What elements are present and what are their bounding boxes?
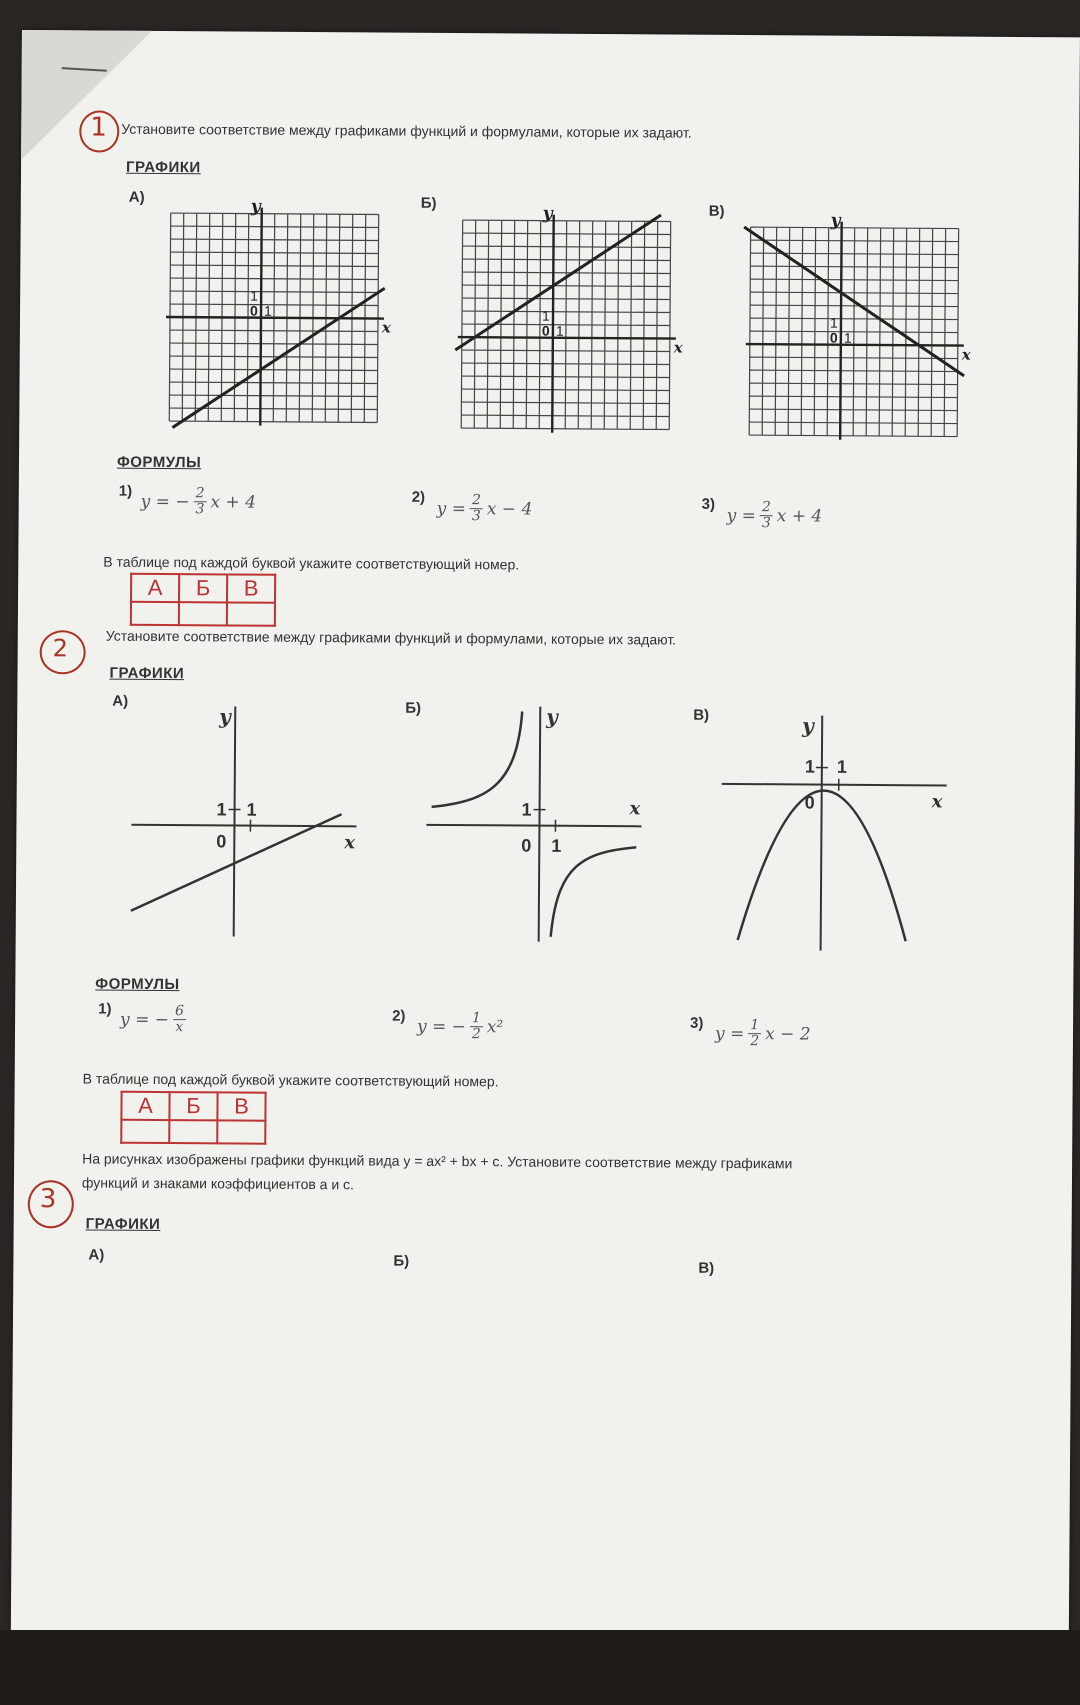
task1-instruction: Установите соответствие между графиками функций и формулами, которые их задают. <box>121 120 692 141</box>
task1-graph-a <box>147 196 391 425</box>
grid-line <box>461 402 669 403</box>
grid-line <box>170 278 378 279</box>
x-axis-label: x <box>673 338 683 357</box>
formula-rhs: x − 2 <box>765 1024 811 1045</box>
formula-rhs: x + 4 <box>210 492 257 513</box>
grid-line <box>750 292 958 293</box>
y-one-label: 1 <box>521 799 532 820</box>
x-axis <box>166 317 384 319</box>
formula-fraction <box>470 1011 483 1043</box>
task2-graph-v <box>716 710 958 962</box>
zero-label: 0 <box>804 792 815 813</box>
grid-line <box>750 305 958 306</box>
grid-line <box>750 357 958 358</box>
grid-line <box>749 422 957 423</box>
fraction-denominator: 2 <box>471 1026 481 1043</box>
answer-cell-a[interactable] <box>121 1120 169 1143</box>
formula-lhs: y = <box>714 1023 745 1044</box>
y-axis-label: y <box>546 704 558 729</box>
grid-line <box>462 298 670 299</box>
task3-graphs-header: ГРАФИКИ <box>85 1215 161 1233</box>
y-one-label: 1 <box>541 307 550 324</box>
task3-instruction-line1: На рисунках изображены графики функций вида y = ax² + bx + c. Установите соответствие между графиками <box>82 1150 793 1172</box>
task3-graph-label-v: В) <box>698 1259 715 1277</box>
task2-instruction: Установите соответствие между графиками функций и формулами, которые их задают. <box>105 627 677 648</box>
x-one-label: 1 <box>246 799 257 820</box>
formula-fraction <box>748 1018 761 1050</box>
task2-answer-table <box>120 1091 266 1145</box>
grid-line <box>463 220 671 221</box>
task3-graph-label-a: А) <box>88 1246 105 1264</box>
answer-header-v: В <box>217 1092 265 1120</box>
formula-rhs: x² <box>486 1017 504 1038</box>
task2-formula-1 <box>120 1004 186 1036</box>
worksheet-page <box>11 30 1080 1637</box>
grid-line <box>749 409 957 410</box>
grid-line <box>171 213 379 214</box>
task1-formula-1 <box>141 486 257 519</box>
grid-line <box>170 265 378 266</box>
task1-answer-table <box>130 573 276 627</box>
y-axis-label: y <box>250 196 261 217</box>
task3-graph-label-b: Б) <box>393 1252 410 1270</box>
formula-lhs: y = <box>726 505 756 527</box>
formula-lhs: y = − <box>416 1016 467 1038</box>
grid-line <box>750 370 958 371</box>
formula-rhs: x + 4 <box>776 506 823 527</box>
task2-formula-1-number: 1) <box>98 1000 112 1018</box>
grid-line <box>170 291 378 292</box>
y-axis <box>821 716 823 951</box>
answer-cell-b[interactable] <box>169 1120 217 1143</box>
formula-fraction <box>470 493 483 525</box>
grid-line <box>750 383 958 384</box>
zero-label: 0 <box>541 322 550 339</box>
x-axis <box>131 825 356 827</box>
y-axis <box>260 208 262 426</box>
x-one-label: 1 <box>836 756 847 777</box>
y-axis-label: y <box>219 704 231 729</box>
y-one-label: 1 <box>829 314 838 331</box>
grid-line <box>750 279 958 280</box>
task2-formula-2-number: 2) <box>392 1007 406 1025</box>
task1-graph-v <box>727 210 971 439</box>
task1-graphs-header: ГРАФИКИ <box>125 158 201 177</box>
fraction-numerator: 2 <box>760 500 773 516</box>
task2-formula-2 <box>417 1011 503 1043</box>
grid-line <box>751 227 959 228</box>
grid-line <box>463 246 671 247</box>
task1-formula-2-number: 2) <box>411 488 426 506</box>
formula-lhs: y = − <box>140 491 190 513</box>
task2-number: 2 <box>52 634 69 663</box>
x-one-label: 1 <box>551 835 562 856</box>
answer-header-b: Б <box>169 1092 217 1120</box>
answer-cell-a[interactable] <box>131 602 179 625</box>
x-axis-label: x <box>381 318 391 337</box>
grid-line <box>461 428 669 429</box>
task2-table-note: В таблице под каждой буквой укажите соответствующий номер. <box>82 1070 499 1090</box>
task2-formulas-header: ФОРМУЛЫ <box>95 975 180 994</box>
formula-lhs: y = <box>436 498 467 520</box>
grid-line <box>750 266 958 267</box>
x-axis-label: x <box>344 832 356 854</box>
x-axis-label: x <box>629 798 641 820</box>
answer-header-a: А <box>131 574 179 602</box>
task2-graph-a <box>126 701 368 943</box>
hyperbola-branch-right <box>551 847 637 938</box>
task1-graph-b <box>439 203 683 432</box>
answer-header-b: Б <box>179 574 227 602</box>
grid-line <box>749 435 957 436</box>
task1-formula-1-number: 1) <box>118 482 133 500</box>
grid-line <box>462 376 670 377</box>
formula-fraction <box>173 1004 186 1036</box>
grid-line <box>171 239 379 240</box>
grid-line <box>170 343 378 344</box>
y-axis <box>552 215 554 433</box>
grid-line <box>750 318 958 319</box>
x-one-label: 1 <box>843 329 852 346</box>
task2-graph-label-b: Б) <box>405 699 422 717</box>
answer-cell-v[interactable] <box>227 602 275 625</box>
grid-line <box>169 395 377 396</box>
task2-graphs-header: ГРАФИКИ <box>109 664 185 683</box>
answer-cell-v[interactable] <box>217 1120 265 1143</box>
formula-fraction <box>760 500 773 532</box>
grid-line <box>462 259 670 260</box>
task2-graph-label-v: В) <box>693 706 710 724</box>
task1-table-note: В таблице под каждой буквой укажите соответствующий номер. <box>103 553 520 573</box>
y-one-label: 1 <box>804 756 815 777</box>
x-axis <box>746 344 964 346</box>
grid-line <box>751 240 959 241</box>
formula-lhs: y = − <box>120 1009 170 1030</box>
answer-header-v: В <box>227 574 275 602</box>
grid-line <box>170 369 378 370</box>
y-axis-label: y <box>542 203 553 224</box>
y-one-label: 1 <box>216 799 227 820</box>
answer-header-a: А <box>121 1092 169 1120</box>
task2-formula-3-number: 3) <box>690 1014 704 1032</box>
grid-line <box>170 356 378 357</box>
hyperbola-branch-left <box>432 711 523 808</box>
x-axis-label: x <box>931 791 943 813</box>
task1-formula-2 <box>437 493 533 525</box>
grid-line <box>462 272 670 273</box>
task1-graph-label-b: Б) <box>420 194 437 212</box>
zero-label: 0 <box>249 302 258 319</box>
zero-label: 0 <box>829 329 838 346</box>
fraction-numerator: 6 <box>173 1004 186 1020</box>
task1-number: 1 <box>90 112 107 143</box>
grid-line <box>170 252 378 253</box>
y-axis <box>234 707 236 937</box>
x-one-label: 1 <box>263 302 272 319</box>
task1-formula-3-number: 3) <box>701 495 716 513</box>
task3-instruction-line2: функций и знаками коэффициентов a и c. <box>81 1174 355 1193</box>
fraction-denominator: 3 <box>471 508 481 525</box>
function-line <box>131 813 342 912</box>
fraction-numerator: 1 <box>470 1011 483 1027</box>
y-axis-label: y <box>802 713 814 738</box>
grid-line <box>462 311 670 312</box>
zero-label: 0 <box>216 831 227 852</box>
fraction-denominator: 3 <box>195 501 205 518</box>
answer-cell-b[interactable] <box>179 602 227 625</box>
fraction-denominator: 2 <box>750 1033 760 1050</box>
x-axis-label: x <box>961 345 971 364</box>
y-one-label: 1 <box>250 287 259 304</box>
fraction-numerator: 2 <box>470 493 483 509</box>
grid-line <box>170 304 378 305</box>
grid-line <box>169 421 377 422</box>
grid-line <box>462 363 670 364</box>
grid-line <box>462 389 670 390</box>
task1-graph-label-v: В) <box>708 202 725 220</box>
fraction-denominator: 3 <box>761 515 771 532</box>
grid-line <box>463 233 671 234</box>
y-axis <box>840 222 842 440</box>
task1-graph-label-a: А) <box>128 188 145 206</box>
task1-formula-3 <box>727 500 823 532</box>
task2-formula-3 <box>715 1018 811 1050</box>
fraction-denominator: x <box>175 1019 184 1036</box>
grid-line <box>750 331 958 332</box>
y-axis <box>539 707 541 942</box>
grid-line <box>170 330 378 331</box>
x-axis <box>722 784 947 786</box>
task2-graph-b <box>421 701 663 953</box>
grid-line <box>170 382 378 383</box>
table-surface <box>0 1630 1080 1705</box>
fraction-numerator: 2 <box>194 486 207 502</box>
formula-rhs: x − 4 <box>486 499 533 520</box>
fraction-numerator: 1 <box>748 1018 761 1034</box>
task1-formulas-header: ФОРМУЛЫ <box>116 453 202 472</box>
grid-line <box>461 415 669 416</box>
zero-label: 0 <box>521 835 532 856</box>
x-axis <box>458 337 676 339</box>
task2-graph-label-a: А) <box>112 692 129 710</box>
grid-line <box>462 285 670 286</box>
grid-line <box>749 396 957 397</box>
x-one-label: 1 <box>555 322 564 339</box>
grid-line <box>462 350 670 351</box>
x-axis <box>426 825 641 827</box>
y-axis-label: y <box>830 210 841 231</box>
task3-number: 3 <box>39 1184 57 1215</box>
formula-fraction <box>194 486 207 518</box>
grid-line <box>171 226 379 227</box>
